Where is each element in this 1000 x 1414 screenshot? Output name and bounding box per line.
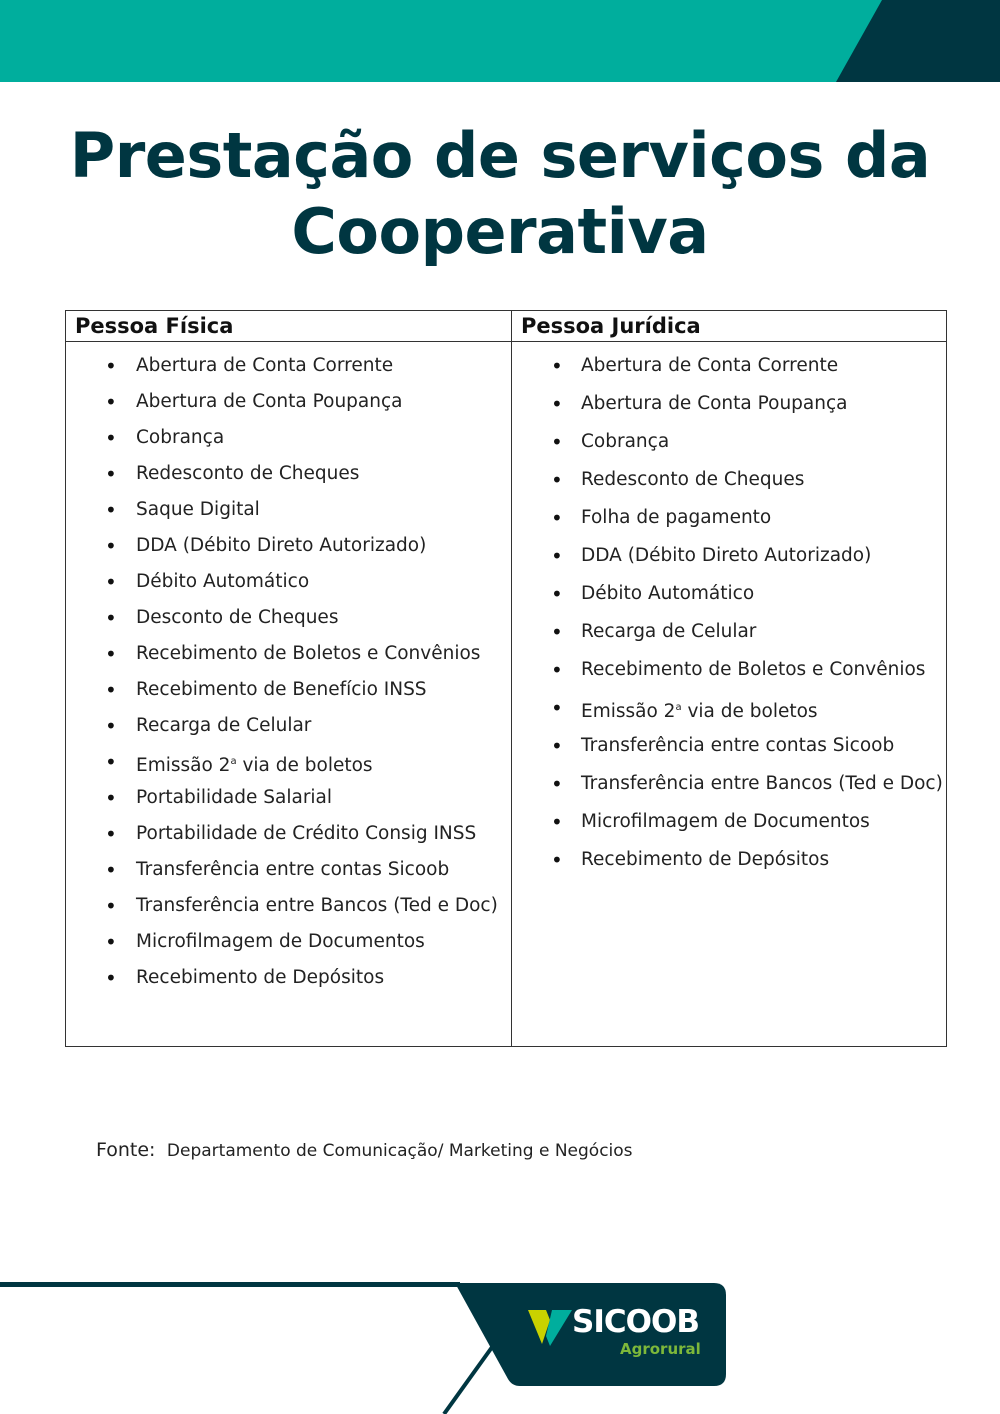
service-label: Recarga de Celular [581,621,757,642]
table-header-row [66,311,947,342]
service-label: Abertura de Conta Corrente [581,355,839,376]
pj-list-item [512,656,946,694]
service-label: Cobrança [581,431,670,452]
service-label: Transferência entre contas Sicoob [581,735,895,756]
service-label: Portabilidade Salarial [136,787,333,808]
footer-decoration [0,1280,1000,1414]
cell-pessoa-juridica [512,342,947,1047]
header-pessoa-juridica: Pessoa Jurídica [512,311,947,342]
service-label: Recebimento de Benefício INSS [136,679,427,700]
service-label: Recebimento de Boletos e Convênios [581,659,926,680]
pf-list-item [66,784,511,820]
pj-list-item [512,808,946,846]
service-label: Redesconto de Cheques [136,463,360,484]
service-label: Folha de pagamento [581,507,772,528]
pf-list-item [66,640,511,676]
logo-subtitle: Agrorural [620,1340,701,1358]
service-label: Débito Automático [581,583,755,604]
service-label: Cobrança [136,427,225,448]
service-label: Abertura de Conta Corrente [136,355,394,376]
pj-list-item [512,428,946,466]
source-text: Departamento de Comunicação/ Marketing e Negócios [166,1141,633,1161]
pf-list-item [66,532,511,568]
pf-list-item [66,460,511,496]
pessoa-juridica-list [512,342,946,884]
service-label: Emissão 2 [136,755,231,776]
header-pessoa-fisica: Pessoa Física [66,311,512,342]
service-label: Desconto de Cheques [136,607,339,628]
table-body-row [66,342,947,1047]
pf-list-item [66,712,511,748]
service-label: Microfilmagem de Documentos [581,811,870,832]
title-line-1: Prestação de serviços da [69,119,931,192]
page-title [0,118,1000,270]
service-label: Microfilmagem de Documentos [136,931,425,952]
service-label: DDA (Débito Direto Autorizado) [581,545,872,566]
service-label: Portabilidade de Crédito Consig INSS [136,823,477,844]
source-label: Fonte: [96,1139,156,1161]
logo-wordmark: SICOOB [572,1304,699,1340]
pessoa-fisica-list [66,342,511,1000]
service-label: Recebimento de Depósitos [136,967,385,988]
service-label: Débito Automático [136,571,310,592]
service-label-rest: via de boletos [681,701,818,722]
service-label: Recarga de Celular [136,715,312,736]
service-label: DDA (Débito Direto Autorizado) [136,535,427,556]
pf-list-item [66,568,511,604]
service-label: Recebimento de Boletos e Convênios [136,643,481,664]
pf-list-item [66,820,511,856]
top-header-band [0,0,1000,82]
pj-list-item [512,618,946,656]
pj-list-item [512,466,946,504]
pj-list-item [512,352,946,390]
sicoob-logo [528,1306,703,1362]
pj-list-item [512,390,946,428]
pf-list-item [66,748,511,784]
pf-list-item [66,856,511,892]
title-line-2: Cooperativa [291,195,709,268]
pj-list-item [512,846,946,884]
source-note [96,1139,633,1161]
pf-list-item [66,352,511,388]
pj-list-item [512,580,946,618]
pf-list-item [66,424,511,460]
pj-list-item [512,694,946,732]
service-label: Saque Digital [136,499,260,520]
pj-list-item [512,770,946,808]
service-label: Emissão 2 [581,701,676,722]
pj-list-item [512,504,946,542]
service-label: Transferência entre Bancos (Ted e Doc) [581,773,943,794]
ordinal-indicator: a [230,756,237,767]
service-label: Abertura de Conta Poupança [581,393,848,414]
service-label: Abertura de Conta Poupança [136,391,403,412]
pf-list-item [66,676,511,712]
service-label: Transferência entre Bancos (Ted e Doc) [136,895,498,916]
pj-list-item [512,732,946,770]
ordinal-indicator: a [675,702,682,713]
service-label-rest: via de boletos [236,755,373,776]
pj-list-item [512,542,946,580]
pf-list-item [66,928,511,964]
cell-pessoa-fisica [66,342,512,1047]
service-label: Transferência entre contas Sicoob [136,859,450,880]
pf-list-item [66,388,511,424]
pf-list-item [66,604,511,640]
pf-list-item [66,964,511,1000]
pf-list-item [66,892,511,928]
service-label: Redesconto de Cheques [581,469,805,490]
service-label: Recebimento de Depósitos [581,849,830,870]
services-table [65,310,947,1047]
pf-list-item [66,496,511,532]
sicoob-v-logo-icon [528,1308,572,1348]
